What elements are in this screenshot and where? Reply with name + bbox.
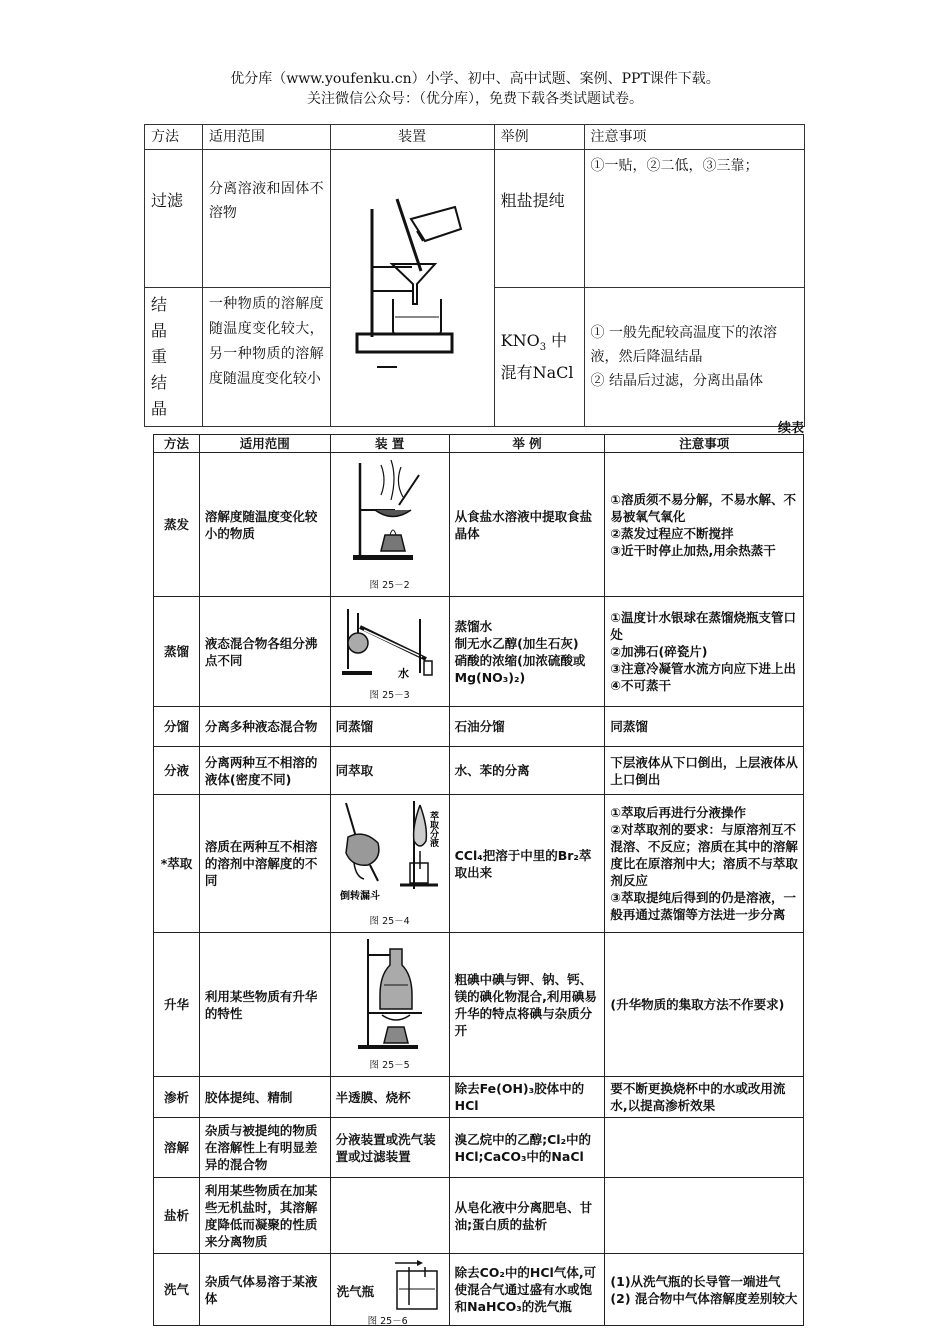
example-cell: 粗盐提纯 (494, 150, 584, 288)
note-item: ② 结晶后过滤，分离出晶体 (590, 373, 763, 389)
apparatus-cell (330, 453, 449, 597)
notes-cell: 下层液体从下口倒出，上层液体从上口倒出 (605, 747, 804, 795)
example-cell: 水、苯的分离 (449, 747, 605, 795)
example-cell: CCl₄把溶于中里的Br₂萃取出来 (449, 795, 605, 933)
header-example: 举 例 (449, 435, 605, 453)
apparatus-cell (330, 933, 449, 1077)
scope-cell: 溶解度随温度变化较小的物质 (199, 453, 330, 597)
notes-cell (605, 1178, 804, 1254)
method-cell: 蒸发 (154, 453, 200, 597)
header-line-1: 优分库（www.youfenku.cn）小学、初中、高中试题、案例、PPT课件下载。 (230, 71, 720, 87)
apparatus-cell (330, 1178, 449, 1254)
method-cell: 过滤 (145, 150, 203, 288)
header-method: 方法 (154, 435, 200, 453)
notes-cell: 要不断更换烧杯中的水或改用流水,以提高渗析效果 (605, 1077, 804, 1118)
notes-cell: ①一贴，②二低，③三靠； (584, 150, 805, 288)
header-notes: 注意事项 (584, 125, 805, 150)
method-cell: 结晶重结晶 (145, 288, 203, 427)
scope-cell: 胶体提纯、精制 (199, 1077, 330, 1118)
example-cell: 从食盐水溶液中提取食盐晶体 (449, 453, 605, 597)
notes-cell: (1)从洗气瓶的长导管一端进气 (2) 混合物中气体溶解度差别较大 (605, 1254, 804, 1326)
header-apparatus: 装置 (330, 125, 494, 150)
notes-cell: 同蒸馏 (605, 707, 804, 747)
header-notes: 注意事项 (605, 435, 804, 453)
extraction-label: 萃取分液 (427, 811, 438, 847)
notes-cell: ①溶质须不易分解，不易水解、不易被氧气氧化 ②蒸发过程应不断搅拌 ③近干时停止加热,用余热蒸干 (605, 453, 804, 597)
table-row (154, 1118, 804, 1178)
header-scope: 适用范围 (202, 125, 330, 150)
apparatus-cell (330, 1254, 449, 1326)
table-row (145, 150, 805, 288)
continued-separation-table (153, 434, 804, 1326)
figure-caption: 图 25－5 (369, 1060, 410, 1071)
method-cell: 渗析 (154, 1077, 200, 1118)
table-row (154, 707, 804, 747)
apparatus-cell: 同蒸馏 (330, 707, 449, 747)
header-line-2: 关注微信公众号：（优分库），免费下载各类试题试卷。 (307, 91, 643, 107)
figure-caption: 图 25－4 (369, 916, 410, 927)
example-formula-subscript: 3 (539, 342, 547, 354)
notes-cell (605, 1118, 804, 1178)
scope-cell: 分离多种液态混合物 (199, 707, 330, 747)
apparatus-cell (330, 795, 449, 933)
figure-caption: 图 25－3 (369, 690, 410, 701)
figure-caption: 图 25－2 (369, 580, 410, 591)
notes-cell: ①萃取后再进行分液操作 ②对萃取剂的要求：与原溶剂互不混溶、不反应；溶质在其中的溶解度比在原溶剂中大；溶质不与萃取剂反应 ③萃取提纯后得到的仍是溶液，一般再通过蒸馏等方法进一步分离 (605, 795, 804, 933)
table-header-row (154, 435, 804, 453)
gas-washing-bottle-label: 洗气瓶 (336, 1283, 375, 1299)
filtration-apparatus-icon (337, 189, 487, 379)
example-cell: 石油分馏 (449, 707, 605, 747)
method-cell: 洗气 (154, 1254, 200, 1326)
table-row (154, 597, 804, 707)
method-cell: 盐析 (154, 1178, 200, 1254)
example-rest: 中混有NaCl (500, 331, 574, 382)
table-row (154, 1254, 804, 1326)
header-scope: 适用范围 (199, 435, 330, 453)
notes-cell: (升华物质的集取方法不作要求) (605, 933, 804, 1077)
table-row (154, 795, 804, 933)
example-cell: 从皂化液中分离肥皂、甘油;蛋白质的盐析 (449, 1178, 605, 1254)
scope-cell: 一种物质的溶解度随温度变化较大，另一种物质的溶解度随温度变化较小 (202, 288, 330, 427)
apparatus-cell: 分液装置或洗气装置或过滤装置 (330, 1118, 449, 1178)
scope-cell: 利用某些物质有升华的特性 (199, 933, 330, 1077)
apparatus-cell: 半透膜、烧杯 (330, 1077, 449, 1118)
water-label: 水 (397, 667, 409, 680)
apparatus-cell: 同萃取 (330, 747, 449, 795)
example-cell: 除去CO₂中的HCl气体,可使混合气通过盛有水或饱和NaHCO₃的洗气瓶 (449, 1254, 605, 1326)
table-row (154, 1178, 804, 1254)
inverted-funnel-label: 倒转漏斗 (339, 891, 380, 902)
method-cell: 蒸馏 (154, 597, 200, 707)
header-example: 举例 (494, 125, 584, 150)
notes-cell (584, 288, 805, 427)
example-cell: 蒸馏水 制无水乙醇(加生石灰) 硝酸的浓缩(加浓硫酸或Mg(NO₃)₂) (449, 597, 605, 707)
table-row (154, 747, 804, 795)
scope-cell: 杂质与被提纯的物质在溶解性上有明显差异的混合物 (199, 1118, 330, 1178)
extraction-apparatus-icon (334, 797, 446, 909)
example-cell: 溴乙烷中的乙醇;Cl₂中的HCl;CaCO₃中的NaCl (449, 1118, 605, 1178)
header-method: 方法 (145, 125, 203, 150)
gas-washing-bottle-icon (387, 1257, 447, 1313)
table-row (154, 453, 804, 597)
scope-cell: 分离溶液和固体不溶物 (202, 150, 330, 288)
filtration-apparatus-figure (330, 150, 494, 427)
distillation-apparatus-icon (334, 599, 446, 683)
scope-cell: 分离两种互不相溶的液体(密度不同) (199, 747, 330, 795)
method-cell: 分液 (154, 747, 200, 795)
table-row (154, 933, 804, 1077)
scope-cell: 溶质在两种互不相溶的溶剂中溶解度的不同 (199, 795, 330, 933)
header-apparatus: 装 置 (330, 435, 449, 453)
note-item: ① 一般先配较高温度下的浓溶液，然后降温结晶 (590, 325, 777, 365)
example-cell (494, 288, 584, 427)
continued-label: 续表 (778, 421, 805, 436)
scope-cell: 杂质气体易溶于某液体 (199, 1254, 330, 1326)
table-row (154, 1077, 804, 1118)
separation-methods-table (144, 124, 805, 427)
sublimation-apparatus-icon (340, 935, 440, 1053)
figure-caption: 图 25－6 (367, 1315, 408, 1327)
scope-cell: 利用某些物质在加某些无机盐时，其溶解度降低而凝聚的性质来分离物质 (199, 1178, 330, 1254)
table-header-row (145, 125, 805, 150)
example-cell: 粗碘中碘与钾、钠、钙、镁的碘化物混合,利用碘易升华的特点将碘与杂质分开 (449, 933, 605, 1077)
method-cell: 溶解 (154, 1118, 200, 1178)
notes-cell: ①温度计水银球在蒸馏烧瓶支管口处 ②加沸石(碎瓷片) ③注意冷凝管水流方向应下进上出 ④不可蒸干 (605, 597, 804, 707)
method-cell: 升华 (154, 933, 200, 1077)
example-cell: 除去Fe(OH)₃胶体中的HCl (449, 1077, 605, 1118)
example-formula: KNO (500, 331, 540, 351)
scope-cell: 液态混合物各组分沸点不同 (199, 597, 330, 707)
method-cell: 分馏 (154, 707, 200, 747)
evaporation-apparatus-icon (335, 455, 445, 573)
apparatus-cell (330, 597, 449, 707)
method-cell: *萃取 (154, 795, 200, 933)
